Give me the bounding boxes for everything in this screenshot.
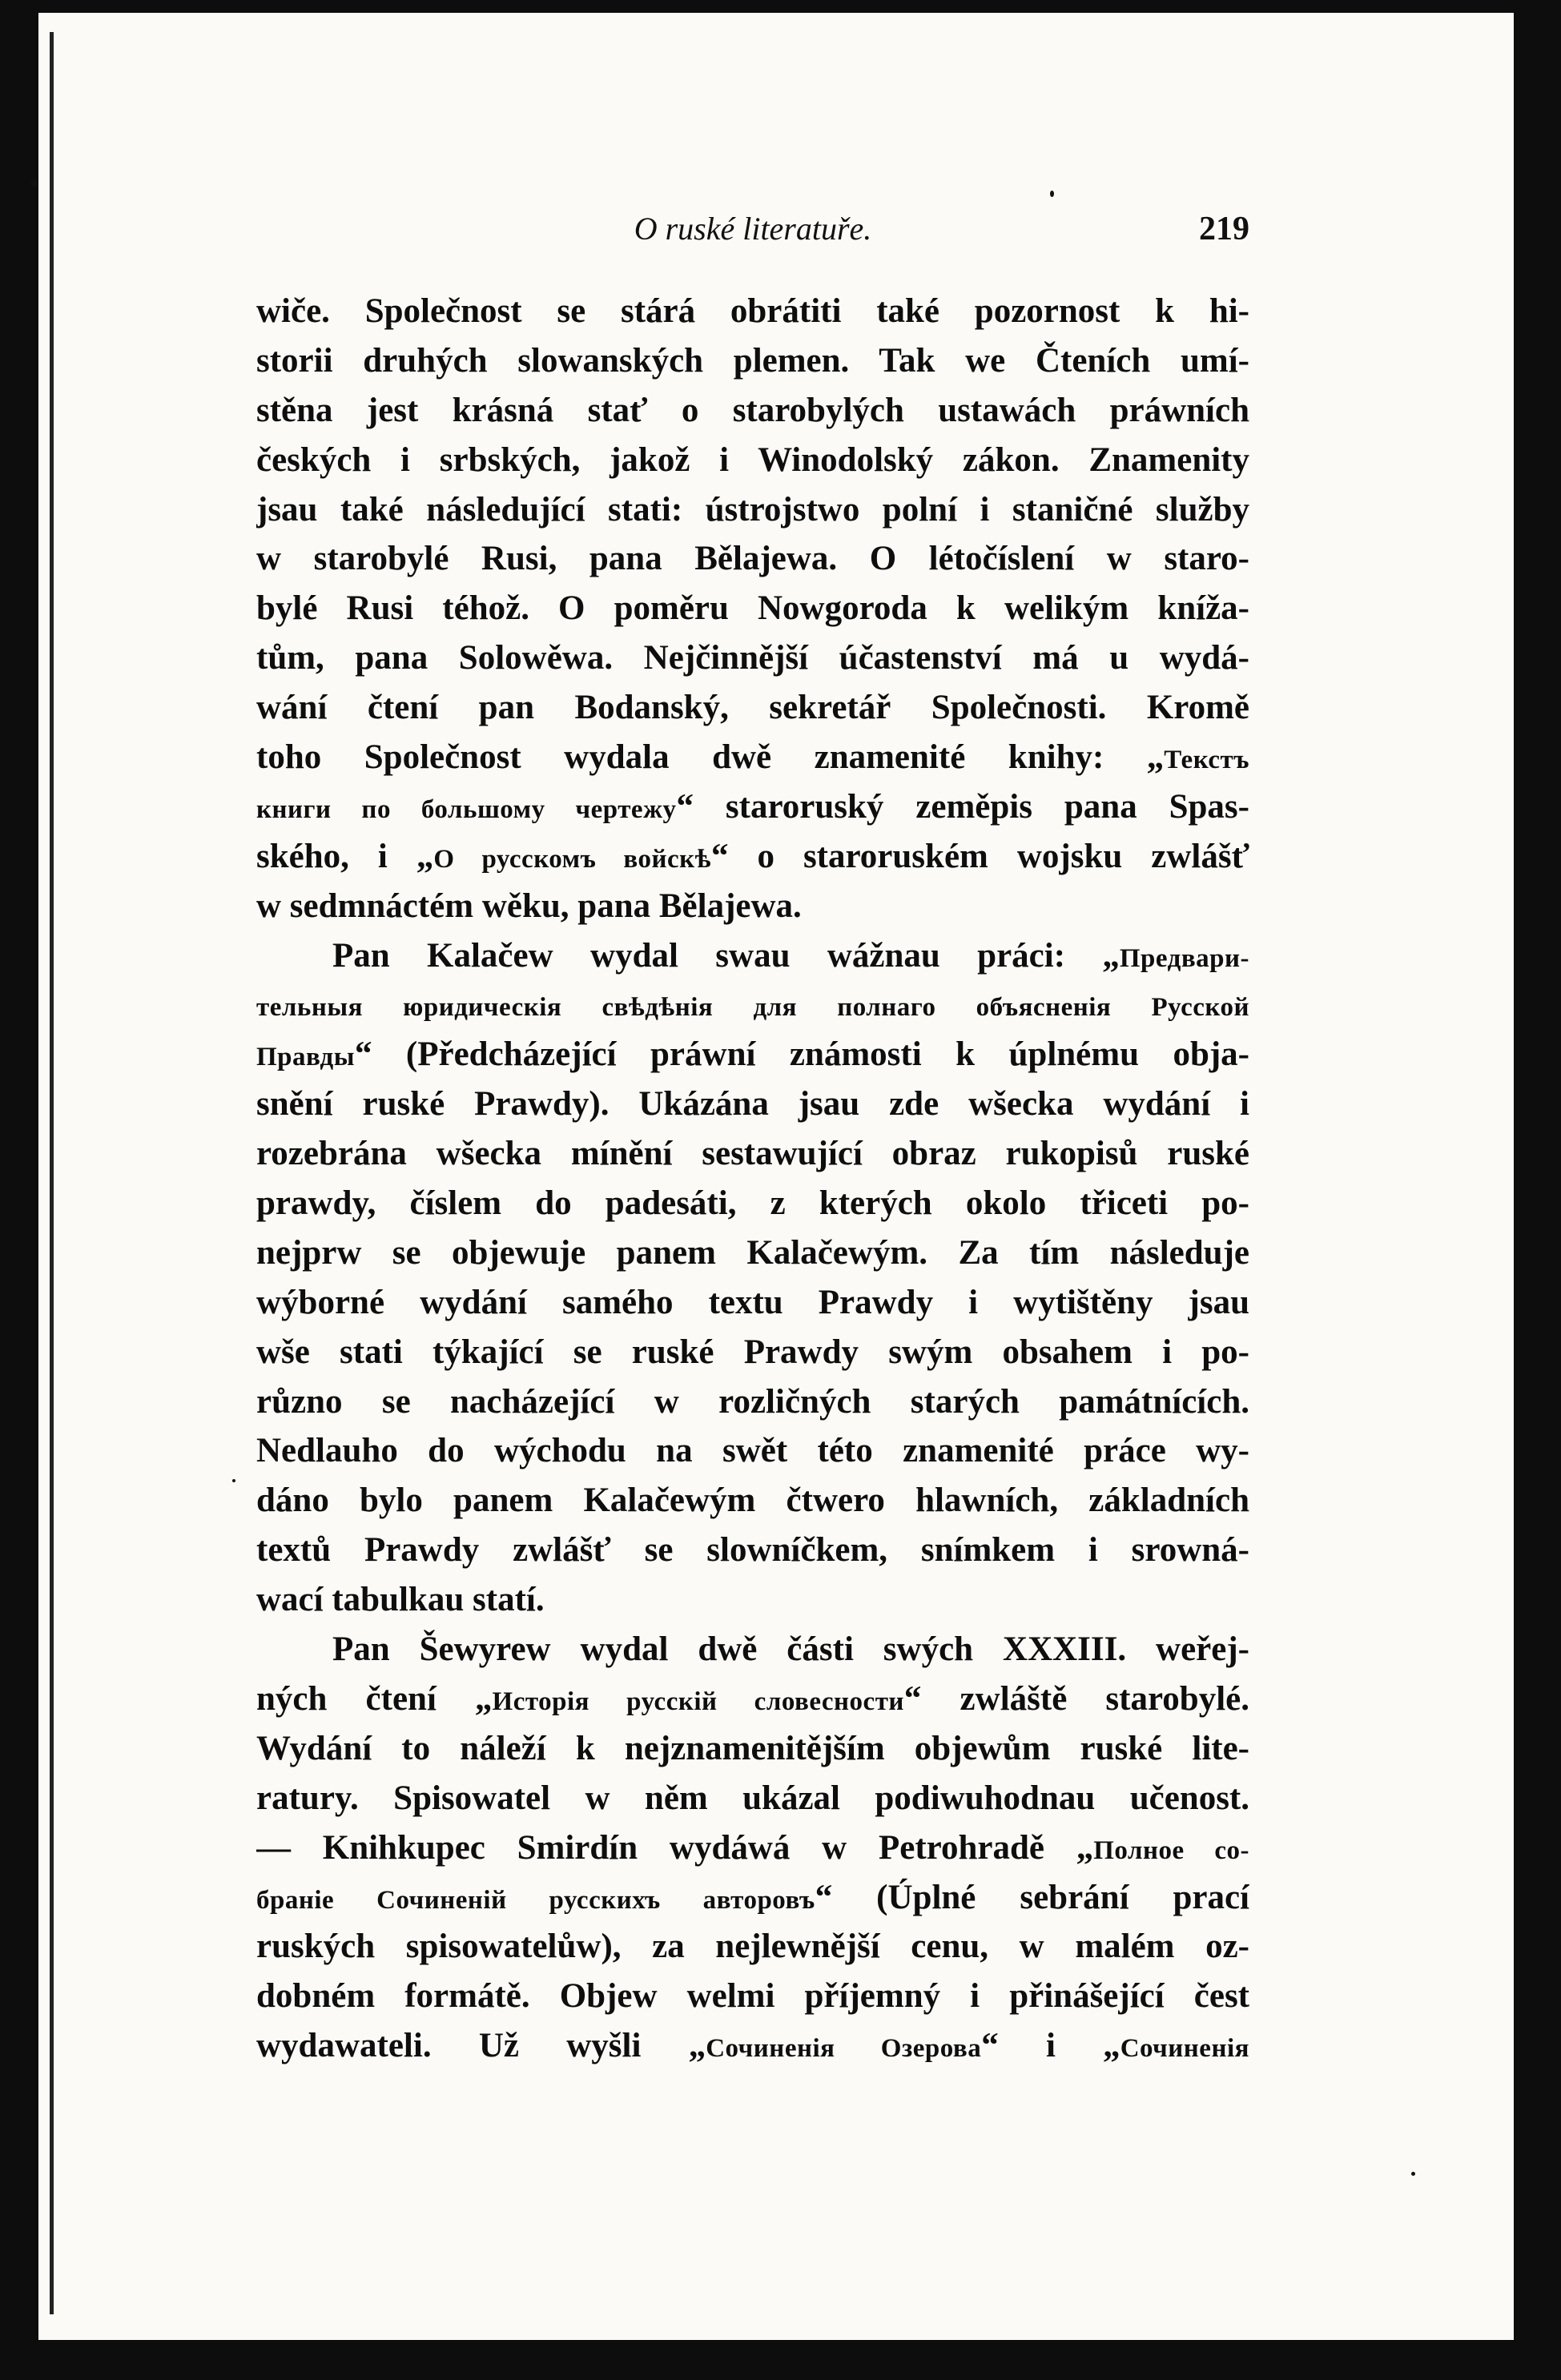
text-line xyxy=(256,287,1249,336)
cyrillic-title: Сочиненія Озерова xyxy=(706,2034,982,2064)
text-line xyxy=(256,1972,1249,2021)
cyrillic-title: браніе Сочиненій русскихъ авторовъ xyxy=(256,1885,815,1915)
line-text: w sedmnáctém wěku, pana Bělajewa. xyxy=(256,886,802,925)
text-line xyxy=(256,1228,1249,1278)
text-line xyxy=(256,931,1249,981)
text-line xyxy=(256,1873,1249,1923)
text-line xyxy=(256,336,1249,386)
text-line xyxy=(256,2021,1249,2071)
cyrillic-title: Текстъ xyxy=(1164,746,1249,775)
cyrillic-title: О русскомъ войскѣ xyxy=(433,844,711,874)
line-text: w starobylé Rusi, pana Bělajewa. O létočíslení w staro- xyxy=(256,540,1249,578)
text-line xyxy=(256,683,1249,733)
text-line xyxy=(256,1476,1249,1526)
line-text: “ zwláště starobylé. xyxy=(903,1679,1249,1718)
line-text: tům, pana Solowěwa. Nejčinnější účastenství má u wydá- xyxy=(256,639,1249,677)
line-text: ruských spisowatelůw), za nejlewnější cenu, w malém oz- xyxy=(256,1928,1249,1966)
text-line xyxy=(256,1426,1249,1476)
paragraph xyxy=(256,1625,1249,2071)
text-line xyxy=(256,436,1249,485)
running-title: O ruské literatuře. xyxy=(634,211,872,247)
line-text: nejprw se objewuje panem Kalačewým. Za tím následuje xyxy=(256,1233,1249,1272)
text-line xyxy=(256,485,1249,535)
cyrillic-title: Исторія русскій словесности xyxy=(492,1687,904,1716)
text-line xyxy=(256,1030,1249,1079)
line-text: dobném formátě. Objew welmi příjemný i přinášející čest xyxy=(256,1977,1249,2016)
line-text: textů Prawdy zwlášť se slowníčkem, snímkem i srowná- xyxy=(256,1531,1249,1570)
text-line xyxy=(256,882,1249,931)
cyrillic-title: Правды xyxy=(256,1043,355,1072)
binding-edge xyxy=(50,32,54,2314)
line-text: Pan Šewyrew wydal dwě části swých XXXIII. weřej- xyxy=(332,1630,1249,1669)
line-text: wše stati týkající se ruské Prawdy swým obsahem i po- xyxy=(256,1333,1249,1371)
line-text: — Knihkupec Smirdín wydáwá w Petrohradě „ xyxy=(256,1828,1094,1867)
text-line xyxy=(256,1575,1249,1625)
text-line xyxy=(256,1625,1249,1674)
cyrillic-title: тельныя юридическія свѣдѣнія для полнаго объясненія Русской xyxy=(256,993,1249,1023)
text-line xyxy=(256,386,1249,436)
text-line xyxy=(256,1377,1249,1427)
line-text: rozebrána wšecka mínění sestawující obraz rukopisů ruské xyxy=(256,1135,1249,1173)
line-text: ných čtení „ xyxy=(256,1679,493,1718)
line-text: dáno bylo panem Kalačewým čtwero hlawních, základních xyxy=(256,1481,1249,1520)
text-line xyxy=(256,1129,1249,1179)
line-text: českých i srbských, jakož i Winodolský zákon. Znamenity xyxy=(256,440,1249,479)
text-line xyxy=(256,1724,1249,1774)
text-line xyxy=(256,1526,1249,1575)
paragraph xyxy=(256,287,1249,931)
cyrillic-title: Предвари- xyxy=(1119,943,1249,973)
line-text: “ staroruský zeměpis pana Spas- xyxy=(676,787,1249,826)
line-text: wýborné wydání samého textu Prawdy i wytištěny jsau xyxy=(256,1283,1249,1321)
paragraph xyxy=(256,931,1249,1625)
text-line xyxy=(256,1922,1249,1972)
line-text: bylé Rusi téhož. O poměru Nowgoroda k welikým kníža- xyxy=(256,589,1249,628)
text-line xyxy=(256,534,1249,584)
line-text: wání čtení pan Bodanský, sekretář Společnosti. Kromě xyxy=(256,689,1249,727)
line-text: “ i „ xyxy=(981,2027,1120,2065)
ink-speck xyxy=(1411,2172,1415,2176)
line-text: Pan Kalačew wydal swau wážnau práci: „ xyxy=(332,936,1120,975)
line-text: “ (Předcházející práwní známosti k úplnému obja- xyxy=(354,1035,1249,1074)
ink-speck xyxy=(1050,191,1054,197)
text-line xyxy=(256,832,1249,882)
text-line xyxy=(256,733,1249,782)
line-text: ského, i „ xyxy=(256,837,434,875)
body-text xyxy=(256,287,1249,2071)
line-text: wiče. Společnost se stárá obrátiti také pozornost k hi- xyxy=(256,292,1249,330)
text-line xyxy=(256,584,1249,633)
page-number: 219 xyxy=(1199,211,1249,247)
text-line xyxy=(256,1079,1249,1129)
line-text: “ (Úplné sebrání prací xyxy=(815,1878,1249,1916)
ink-speck xyxy=(30,179,38,187)
line-text: wydawateli. Už wyšli „ xyxy=(256,2027,706,2065)
line-text: storii druhých slowanských plemen. Tak we Čteních umí- xyxy=(256,341,1249,380)
line-text: prawdy, číslem do padesáti, z kterých okolo třiceti po- xyxy=(256,1184,1249,1223)
text-line xyxy=(256,1278,1249,1328)
text-line xyxy=(256,1823,1249,1873)
ink-speck xyxy=(232,1479,235,1482)
line-text: wací tabulkau statí. xyxy=(256,1581,545,1619)
text-line xyxy=(256,782,1249,832)
text-line xyxy=(256,980,1249,1030)
text-line xyxy=(256,1328,1249,1377)
text-line xyxy=(256,1774,1249,1823)
cyrillic-title: Полное со- xyxy=(1093,1835,1249,1865)
text-line xyxy=(256,1179,1249,1228)
cyrillic-title: книги по большому чертежу xyxy=(256,794,677,824)
line-text: jsau také následující stati: ústrojstwo polní i staničné služby xyxy=(256,490,1249,529)
line-text: Wydání to náleží k nejznamenitějším objewům ruské lite- xyxy=(256,1729,1249,1767)
line-text: Nedlauho do wýchodu na swět této znamenité práce wy- xyxy=(256,1432,1249,1470)
line-text: “ o staroruském wojsku zwlášť xyxy=(710,837,1249,875)
text-line xyxy=(256,633,1249,683)
line-text: toho Společnost wydala dwě znamenité knihy: „ xyxy=(256,738,1165,777)
line-text: různo se nacházející w rozličných starých památnících. xyxy=(256,1382,1249,1421)
cyrillic-title: Сочиненія xyxy=(1120,2034,1249,2064)
page-header xyxy=(256,210,1249,258)
line-text: ratury. Spisowatel w něm ukázal podiwuhodnau učenost. xyxy=(256,1779,1249,1817)
line-text: stěna jest krásná stať o starobylých ustawách práwních xyxy=(256,391,1249,429)
line-text: snění ruské Prawdy). Ukázána jsau zde wšecka wydání i xyxy=(256,1085,1249,1124)
text-line xyxy=(256,1674,1249,1724)
